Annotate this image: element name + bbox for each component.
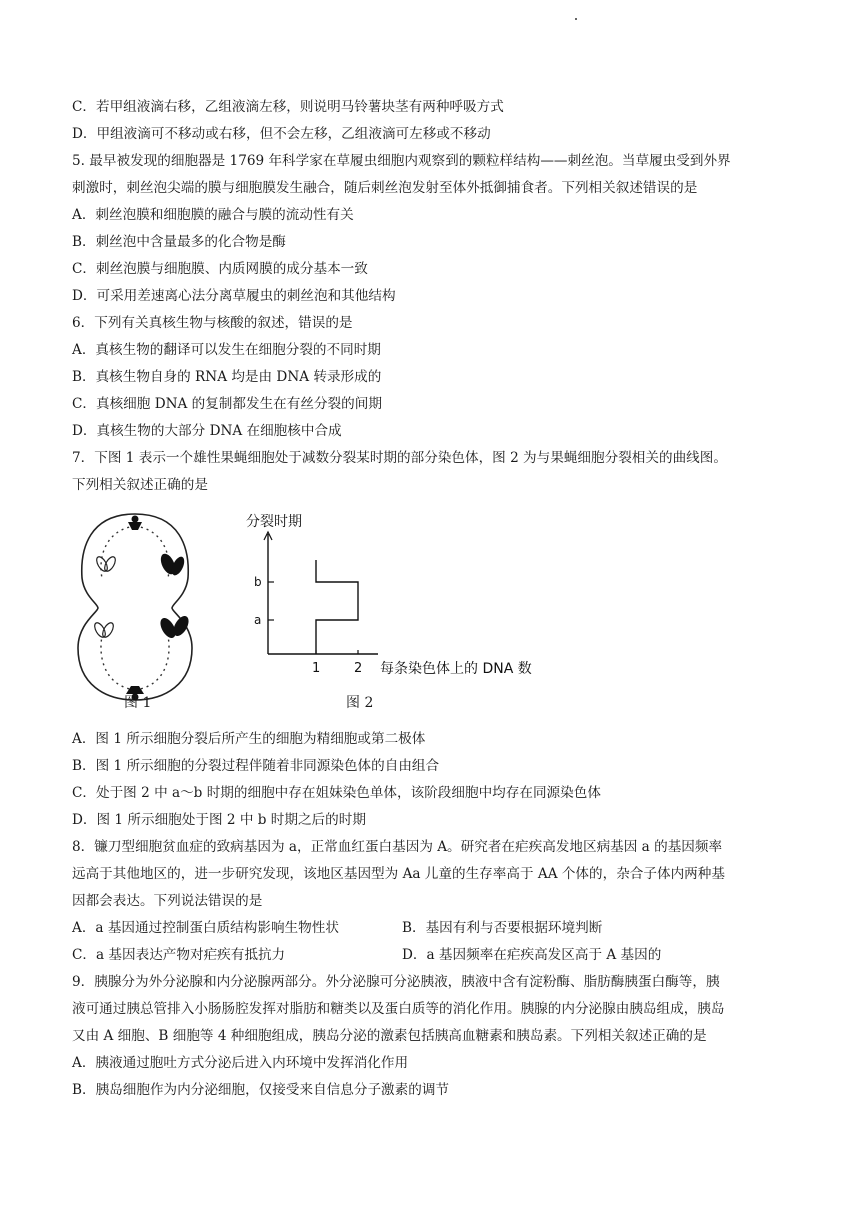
chromosome-upper-left (95, 555, 118, 573)
x-tick-2: 2 (354, 661, 363, 676)
option-d: D．可采用差速离心法分离草履虫的刺丝泡和其他结构 (72, 288, 396, 304)
option-c: C．处于图 2 中 a～b 时期的细胞中存在姐妹染色单体，该阶段细胞中均存在同源染色体 (72, 785, 601, 801)
option-c: C．刺丝泡膜与细胞膜、内质网膜的成分基本一致 (72, 261, 368, 277)
y-tick-b: b (254, 575, 262, 589)
figure-1-cell-diagram (60, 508, 210, 708)
option-d: D．真核生物的大部分 DNA 在细胞核中合成 (72, 423, 342, 439)
option-b: B．刺丝泡中含量最多的化合物是酶 (72, 234, 286, 250)
text-line: C．若甲组液滴右移，乙组液滴左移，则说明马铃薯块茎有两种呼吸方式 (72, 99, 504, 115)
option-b: B．胰岛细胞作为内分泌细胞，仅接受来自信息分子激素的调节 (72, 1082, 450, 1098)
option-b: B．真核生物自身的 RNA 均是由 DNA 转录形成的 (72, 369, 382, 385)
option-a: A．a 基因通过控制蛋白质结构影响生物性状 (72, 920, 339, 936)
chromosome-lower-left (93, 621, 116, 639)
option-c: C．真核细胞 DNA 的复制都发生在有丝分裂的间期 (72, 396, 382, 412)
dna-per-chromosome-curve (316, 560, 358, 654)
text-line: 又由 A 细胞、B 细胞等 4 种细胞组成，胰岛分泌的激素包括胰高血糖素和胰岛素。下列相关叙述正确的是 (72, 1028, 707, 1044)
x-tick-1: 1 (312, 661, 321, 676)
text-line: 下列相关叙述正确的是 (72, 477, 208, 493)
text-line: 远高于其他地区的，进一步研究发现，该地区基因型为 Aa 儿童的生存率高于 AA 个体的，杂合子体内两种基 (72, 866, 725, 882)
figure-2-caption: 图 2 (346, 695, 374, 711)
y-tick-a: a (254, 613, 262, 627)
question-6-stem: 6．下列有关真核生物与核酸的叙述，错误的是 (72, 315, 353, 331)
text-line: D．甲组液滴可不移动或右移，但不会左移，乙组液滴可左移或不移动 (72, 126, 491, 142)
chromosome-upper-right (158, 551, 187, 577)
figure-2-step-chart (238, 512, 568, 682)
question-7-stem: 7．下图 1 表示一个雄性果蝇细胞处于减数分裂某时期的部分染色体，图 2 为与果蝇细胞分裂相关的曲线图。 (72, 450, 727, 466)
header-mark (575, 18, 577, 20)
option-a: A．真核生物的翻译可以发生在细胞分裂的不同时期 (72, 342, 381, 358)
option-a: A．刺丝泡膜和细胞膜的融合与膜的流动性有关 (72, 207, 354, 223)
text-line: 因都会表达。下列说法错误的是 (72, 893, 263, 909)
centriole-top (128, 516, 142, 531)
option-c: C．a 基因表达产物对疟疾有抵抗力 (72, 947, 286, 963)
question-5-stem: 5. 最早被发现的细胞器是 1769 年科学家在草履虫细胞内观察到的颗粒样结构——刺丝泡。当草履虫受到外界 (72, 153, 731, 169)
text-line: 液可通过胰总管排入小肠肠腔发挥对脂肪和糖类以及蛋白质等的消化作用。胰腺的内分泌腺由胰岛组成，胰岛 (72, 1001, 725, 1017)
y-axis-title: 分裂时期 (246, 514, 302, 530)
question-9-stem: 9．胰腺分为外分泌腺和内分泌腺两部分。外分泌腺可分泌胰液，胰液中含有淀粉酶、脂肪酶胰蛋白酶等，胰 (72, 974, 720, 990)
figure-1-caption: 图 1 (124, 695, 152, 711)
option-a: A．图 1 所示细胞分裂后所产生的细胞为精细胞或第二极体 (72, 731, 426, 747)
x-axis-title: 每条染色体上的 DNA 数 (380, 661, 532, 677)
option-b: B．基因有利与否要根据环境判断 (402, 920, 603, 936)
question-8-stem: 8．镰刀型细胞贫血症的致病基因为 a，正常血红蛋白基因为 A。研究者在疟疾高发地区病基因 a 的基因频率 (72, 839, 723, 855)
option-d: D．图 1 所示细胞处于图 2 中 b 时期之后的时期 (72, 812, 366, 828)
text-line: 刺激时，刺丝泡尖端的膜与细胞膜发生融合，随后刺丝泡发射至体外抵御捕食者。下列相关叙述错误的是 (72, 180, 698, 196)
option-b: B．图 1 所示细胞的分裂过程伴随着非同源染色体的自由组合 (72, 758, 440, 774)
chromosome-lower-right (157, 613, 191, 640)
option-a: A．胰液通过胞吐方式分泌后进入内环境中发挥消化作用 (72, 1055, 409, 1071)
option-d: D．a 基因频率在疟疾高发区高于 A 基因的 (402, 947, 662, 963)
